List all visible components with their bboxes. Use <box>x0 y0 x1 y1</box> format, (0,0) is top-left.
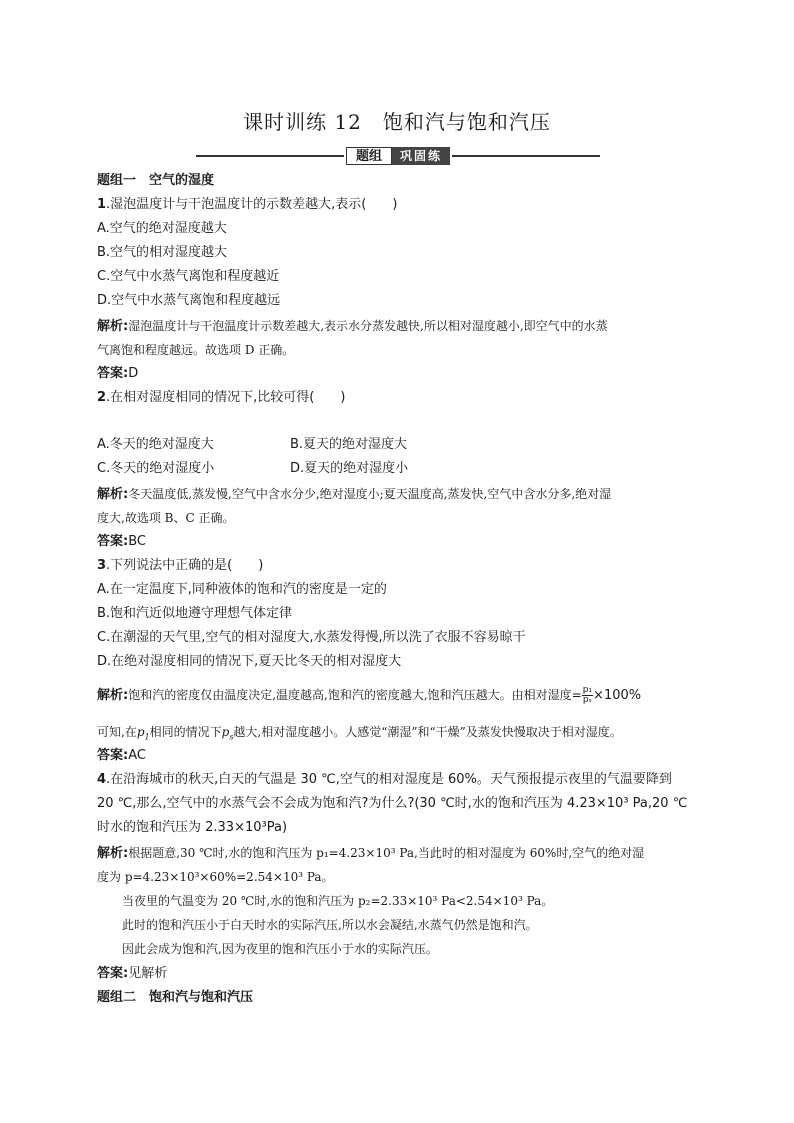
banner-rule-left <box>196 155 344 157</box>
explanation-text: 根据题意,30 ℃时,水的饱和汽压为 p₁=4.23×10³ Pa,当此时的相对湿度为 60%时,空气的绝对湿 <box>128 846 645 860</box>
explanation-line: 气离饱和程度越远。故选项 D 正确。 <box>97 343 295 357</box>
text-run: 越大,相对湿度越小。人感觉“潮湿”和“干燥”及蒸发快慢取决于相对湿度。 <box>233 725 622 739</box>
answer <box>97 534 146 550</box>
text-run: 相同的情况下 <box>149 725 222 739</box>
explanation-line: 度为 p=4.23×10³×60%=2.54×10³ Pa。 <box>97 870 334 884</box>
explanation-line: 因此会成为饱和汽,因为夜里的饱和汽压小于水的实际汽压。 <box>122 942 438 956</box>
option-d: D.在绝对湿度相同的情况下,夏天比冬天的相对湿度大 <box>97 654 402 669</box>
explanation-text: 湿泡温度计与干泡温度计示数差越大,表示水分蒸发越快,所以相对湿度越小,即空气中的水蒸 <box>128 319 608 333</box>
option-d: D.空气中水蒸气离饱和程度越远 <box>97 293 281 308</box>
question-number: 1 <box>97 197 107 212</box>
var-p1 <box>136 725 150 742</box>
question-stem <box>97 558 263 574</box>
answer <box>97 748 146 764</box>
question-number: 2 <box>97 390 107 405</box>
answer-label: 答案: <box>97 366 129 381</box>
question-stem <box>97 772 672 788</box>
banner-rule-right <box>452 155 600 157</box>
answer-value: AC <box>128 748 146 763</box>
explanation-tail: ×100% <box>593 688 642 703</box>
fraction-numerator: p₁ <box>582 685 593 695</box>
text-run: 可知,在 <box>97 725 137 739</box>
question-number: 3 <box>97 558 107 573</box>
option-c: C.在潮湿的天气里,空气的相对湿度大,水蒸发得慢,所以洗了衣服不容易晾干 <box>97 630 526 645</box>
answer <box>97 366 138 382</box>
option-c: C.冬天的绝对湿度小 <box>97 461 215 476</box>
question-text: .在沿海城市的秋天,白天的气温是 30 ℃,空气的相对湿度是 60%。天气预报提示夜里的气温要降到 <box>106 772 672 787</box>
explanation-line: 度大,故选项 B、C 正确。 <box>97 511 235 525</box>
answer-label: 答案: <box>97 966 129 981</box>
explanation-text: 冬天温度低,蒸发慢,空气中含水分少,绝对湿度小;夏天温度高,蒸发快,空气中含水分多,绝对湿 <box>128 487 612 501</box>
fraction-denominator: pₛ <box>582 695 592 705</box>
var-symbol: p <box>221 725 230 739</box>
explanation-label: 解析: <box>97 487 129 502</box>
explanation <box>97 486 611 503</box>
explanation <box>97 845 644 862</box>
group-heading: 题组一 空气的湿度 <box>97 173 215 188</box>
answer-value: D <box>128 366 139 381</box>
option-c: C.空气中水蒸气离饱和程度越近 <box>97 269 280 284</box>
question-line: 时水的饱和汽压为 2.33×10³Pa) <box>97 820 288 835</box>
answer-label: 答案: <box>97 748 129 763</box>
explanation-line <box>97 724 622 745</box>
banner-label-box <box>346 147 450 165</box>
banner-sublabel: 巩固练 <box>392 147 450 165</box>
question-text: .在相对湿度相同的情况下,比较可得( ) <box>106 390 346 405</box>
answer-label: 答案: <box>97 534 129 549</box>
option-b: B.空气的相对湿度越大 <box>97 245 228 260</box>
var-ps <box>221 725 234 742</box>
question-stem <box>97 390 345 406</box>
var-subscript: 1 <box>144 732 150 742</box>
option-row <box>97 461 214 477</box>
question-line: 20 ℃,那么,空气中的水蒸气会不会成为饱和汽?为什么?(30 ℃时,水的饱和汽压为 4.23×10³ Pa,20 ℃ <box>97 796 688 811</box>
question-stem <box>97 197 397 213</box>
var-symbol: p <box>136 725 145 739</box>
option-a: A.空气的绝对湿度越大 <box>97 221 227 236</box>
explanation-label: 解析: <box>97 688 129 703</box>
explanation <box>97 318 608 335</box>
group-heading: 题组二 饱和汽与饱和汽压 <box>97 990 254 1005</box>
page-title: 课时训练 12 饱和汽与饱和汽压 <box>243 110 551 134</box>
question-text: .湿泡温度计与干泡温度计的示数差越大,表示( ) <box>106 197 398 212</box>
explanation <box>97 686 641 705</box>
explanation-line: 当夜里的气温变为 20 ℃时,水的饱和汽压为 p₂=2.33×10³ Pa<2.54×10³ Pa。 <box>122 894 554 908</box>
explanation-label: 解析: <box>97 846 129 861</box>
relative-humidity-fraction <box>582 686 593 705</box>
option-a: A.在一定温度下,同种液体的饱和汽的密度是一定的 <box>97 582 387 597</box>
option-row <box>97 437 214 453</box>
question-number: 4 <box>97 772 107 787</box>
answer-value: 见解析 <box>128 966 168 981</box>
option-b: B.饱和汽近似地遵守理想气体定律 <box>97 606 293 621</box>
explanation-line: 此时的饱和汽压小于白天时水的实际汽压,所以水会凝结,水蒸气仍然是饱和汽。 <box>122 918 538 932</box>
answer-value: BC <box>128 534 146 549</box>
explanation-label: 解析: <box>97 319 129 334</box>
option-a: A.冬天的绝对湿度大 <box>97 437 214 452</box>
explanation-text: 饱和汽的密度仅由温度决定,温度越高,饱和汽的密度越大,饱和汽压越大。由相对湿度= <box>128 688 582 702</box>
banner-label: 题组 <box>346 147 392 165</box>
answer <box>97 966 167 982</box>
var-subscript: s <box>229 732 234 742</box>
section-banner <box>196 147 600 167</box>
option-b: B.夏天的绝对湿度大 <box>290 437 408 452</box>
option-d: D.夏天的绝对湿度小 <box>290 461 409 476</box>
question-text: .下列说法中正确的是( ) <box>106 558 264 573</box>
